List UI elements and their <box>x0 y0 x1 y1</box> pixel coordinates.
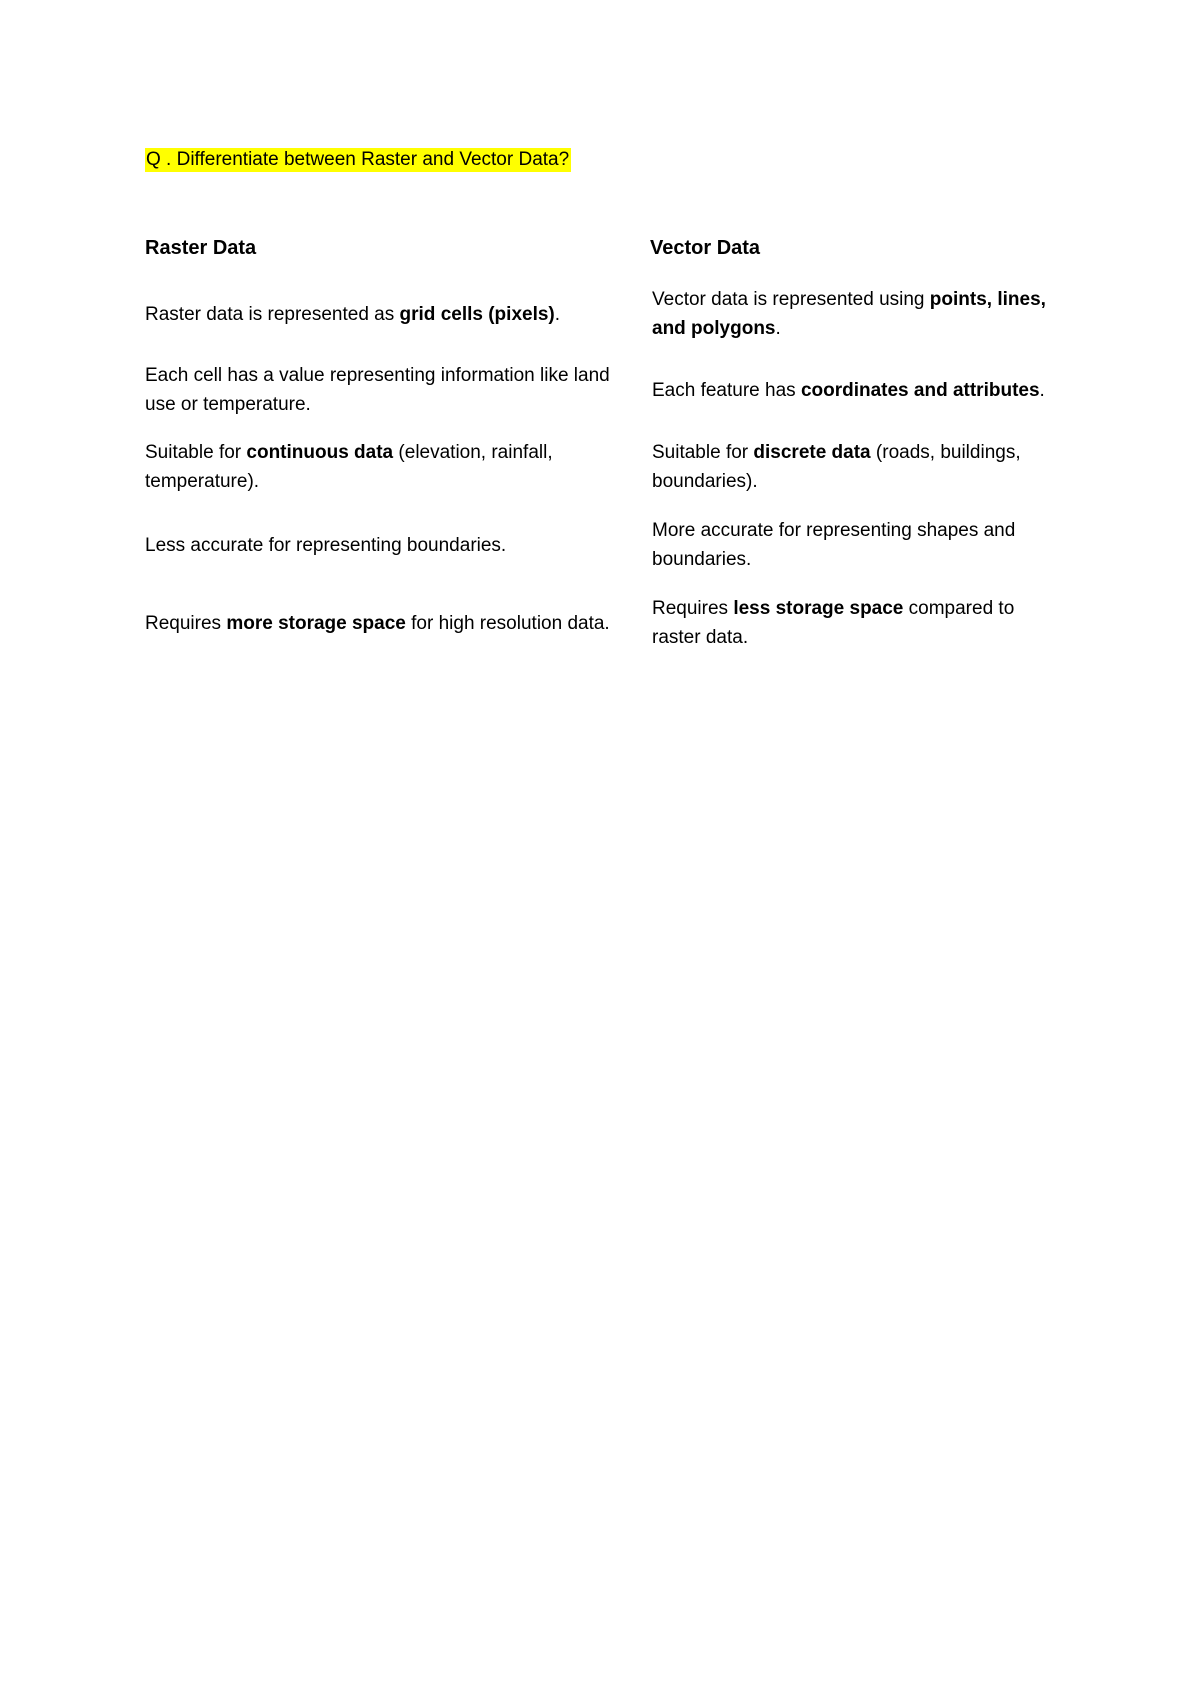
cell-bold-text: continuous data <box>246 442 394 463</box>
cell-text: Each feature has <box>652 379 801 401</box>
cell-text: compared to raster data. <box>652 598 1015 648</box>
cell-text: Suitable for <box>145 442 247 463</box>
cell-bold-text: coordinates and attributes <box>800 379 1040 401</box>
cell-bold-text: grid cells (pixels) <box>399 303 555 325</box>
question-heading: Q . Differentiate between Raster and Vector Data? <box>146 149 570 170</box>
raster-column-header: Raster Data <box>145 237 257 259</box>
cell-text: Vector data is represented using <box>652 289 930 310</box>
cell-text: (elevation, rainfall, temperature). <box>145 442 553 492</box>
raster-cell <box>145 428 650 506</box>
raster-cell <box>145 352 650 428</box>
vector-cell <box>650 428 1065 506</box>
vector-cell <box>650 584 1065 662</box>
table-row <box>145 428 1065 506</box>
cell-text: Each cell has a value representing information like land use or temperature. <box>145 365 610 415</box>
cell-text: . <box>554 303 561 325</box>
cell-text: Raster data is represented as <box>145 303 400 325</box>
raster-cell <box>145 276 650 352</box>
vector-cell <box>650 276 1065 352</box>
cell-text: . <box>775 318 781 339</box>
table-header-row <box>145 234 1065 276</box>
cell-text: (roads, buildings, boundaries). <box>652 442 1021 492</box>
comparison-table <box>145 234 1065 662</box>
cell-bold-text: less storage space <box>733 598 904 619</box>
cell-text: Requires <box>145 612 227 634</box>
table-row <box>145 584 1065 662</box>
table-row <box>145 506 1065 584</box>
cell-text: Suitable for <box>652 442 754 463</box>
table-row <box>145 276 1065 352</box>
cell-bold-text: discrete data <box>753 442 871 463</box>
cell-text: . <box>1039 379 1045 401</box>
raster-cell <box>145 584 650 662</box>
vector-column-header: Vector Data <box>650 237 761 259</box>
cell-text: for high resolution data. <box>405 612 610 634</box>
vector-cell <box>650 352 1065 428</box>
cell-bold-text: more storage space <box>226 612 406 634</box>
vector-cell <box>650 506 1065 584</box>
cell-text: Requires <box>652 598 734 619</box>
raster-cell <box>145 506 650 584</box>
cell-text: More accurate for representing shapes and boundaries. <box>652 520 1016 570</box>
cell-bold-text: points, lines, and polygons <box>652 289 1046 339</box>
cell-text: Less accurate for representing boundaries. <box>145 534 507 556</box>
table-row <box>145 352 1065 428</box>
